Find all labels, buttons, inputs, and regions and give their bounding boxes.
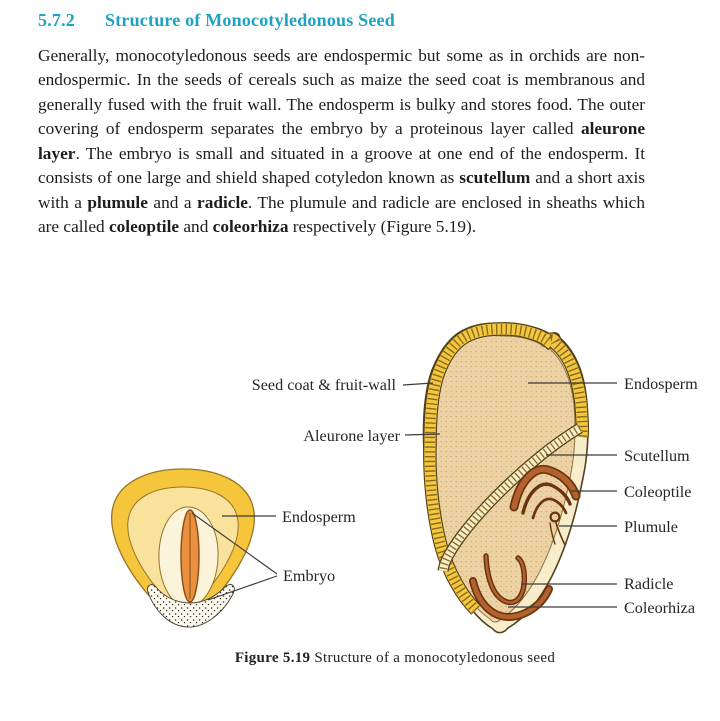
label-seed-coat-fruit-wall: Seed coat & fruit-wall — [251, 376, 396, 394]
label-coleoptile: Coleoptile — [624, 483, 692, 501]
bold-term: coleoptile — [109, 217, 180, 237]
label-scutellum: Scutellum — [624, 447, 690, 465]
label-embryo: Embryo — [283, 567, 336, 585]
text-run: and a short axis with a — [38, 168, 645, 212]
label-plumule: Plumule — [624, 518, 678, 536]
text-run: . The embryo is small and situated in a groove at one end of the endosperm. It consists of one large and shield shaped cotyledon known as — [38, 143, 645, 188]
figure-caption — [70, 650, 720, 667]
text-run: . The plumule and radicle are enclosed in sheaths which are called — [38, 192, 645, 237]
bold-term: scutellum — [459, 168, 531, 188]
text-run: Generally, monocotyledonous seeds are endospermic but some as in orchids are non-endospermic. In the seeds of cereals such as maize the seed coat is membranous and generally fused with the fruit wall. The endosperm is bulky and stores food. The outer covering of endosperm separates the embryo by a proteinous layer called — [38, 46, 645, 139]
label-coleorhiza: Coleorhiza — [624, 599, 696, 617]
figure-caption-text: Structure of a monocotyledonous seed — [310, 650, 556, 666]
bold-term: aleurone layer — [38, 119, 645, 163]
text-run: and a — [147, 192, 198, 212]
small-seed-diagram — [112, 469, 255, 627]
section-number: 5.7.2 — [38, 10, 75, 30]
text-run: respectively (Figure 5.19). — [288, 217, 477, 237]
bold-term: radicle — [197, 192, 248, 212]
bold-term: coleorhiza — [212, 217, 289, 237]
label-endosperm-right: Endosperm — [624, 375, 698, 393]
large-seed-diagram — [423, 323, 587, 633]
text-run: and — [179, 217, 213, 237]
section-title: Structure of Monocotyledonous Seed — [105, 10, 395, 30]
figure-caption-number: Figure 5.19 — [234, 650, 311, 666]
bold-term: plumule — [87, 192, 148, 212]
label-aleurone-layer: Aleurone layer — [303, 427, 400, 445]
label-endosperm-left: Endosperm — [282, 508, 356, 526]
label-radicle: Radicle — [624, 575, 674, 593]
